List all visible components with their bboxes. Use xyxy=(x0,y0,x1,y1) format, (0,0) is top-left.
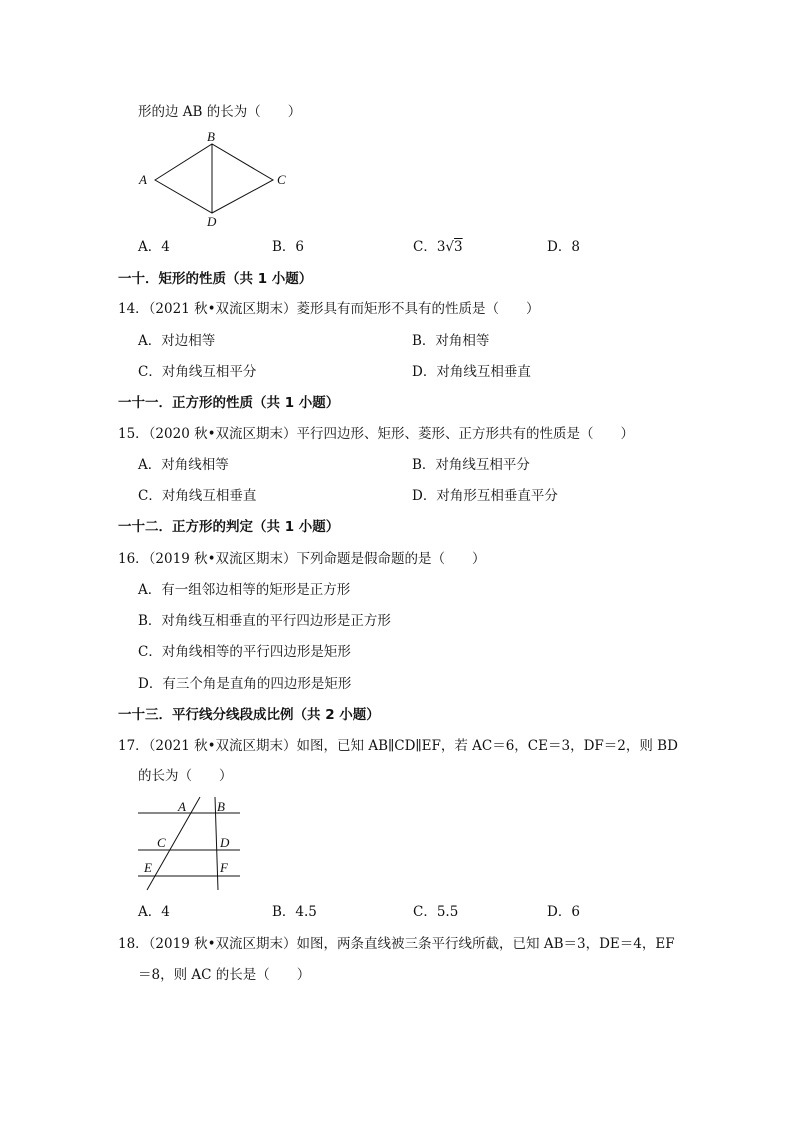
q14-option-a[interactable]: A．对边相等 xyxy=(138,333,216,349)
q13-option-c-prefix: C．3 xyxy=(413,239,446,255)
q13-option-a[interactable]: A．4 xyxy=(138,239,170,255)
section-title-13: 一十三．平行线分线段成比例（共 2 小题） xyxy=(118,707,380,723)
q15-stem: 15．（2020 秋•双流区期末）平行四边形、矩形、菱形、正方形共有的性质是（ ） xyxy=(118,426,635,442)
q17-option-a[interactable]: A．4 xyxy=(138,904,170,920)
q17-option-c[interactable]: C．5.5 xyxy=(413,904,459,920)
rhombus-figure xyxy=(130,126,300,232)
section-title-10: 一十．矩形的性质（共 1 小题） xyxy=(118,271,313,287)
q13-option-c[interactable] xyxy=(413,238,463,256)
q16-option-c[interactable]: C．对角线相等的平行四边形是矩形 xyxy=(138,644,351,660)
point-label-d: D xyxy=(220,835,230,850)
q14-option-d[interactable]: D．对角线互相垂直 xyxy=(412,364,531,380)
q14-stem: 14．（2021 秋•双流区期末）菱形具有而矩形不具有的性质是（ ） xyxy=(118,301,540,317)
point-label-c: C xyxy=(157,835,166,850)
q14-option-b[interactable]: B．对角相等 xyxy=(412,333,490,349)
point-label-a: A xyxy=(178,799,186,814)
q16-option-d[interactable]: D．有三个角是直角的四边形是矩形 xyxy=(138,676,352,692)
rhombus-outline xyxy=(155,144,273,213)
q15-option-c[interactable]: C．对角线互相垂直 xyxy=(138,488,257,504)
q14-option-c[interactable]: C．对角线互相平分 xyxy=(138,364,257,380)
q16-option-b[interactable]: B．对角线互相垂直的平行四边形是正方形 xyxy=(138,613,391,629)
q17-stem-line2: 的长为（ ） xyxy=(138,768,233,784)
q18-stem-line1: 18．（2019 秋•双流区期末）如图，两条直线被三条平行线所截，已知 AB＝3，DE＝4，EF xyxy=(118,936,675,952)
section-title-11: 一十一．正方形的性质（共 1 小题） xyxy=(118,395,340,411)
q13-option-d[interactable]: D．8 xyxy=(547,239,580,255)
q13-stem-continuation: 形的边 AB 的长为（ ） xyxy=(138,104,302,120)
point-label-a: A xyxy=(139,172,147,187)
point-label-d: D xyxy=(207,214,217,229)
point-label-f: F xyxy=(220,860,228,875)
point-label-e: E xyxy=(144,860,152,875)
sqrt-sign-icon: √ xyxy=(445,239,455,255)
q18-stem-line2: ＝8，则 AC 的长是（ ） xyxy=(138,967,311,983)
point-label-c: C xyxy=(277,172,286,187)
q13-option-b[interactable]: B．6 xyxy=(272,239,305,255)
q17-option-d[interactable]: D．6 xyxy=(547,904,580,920)
q15-option-b[interactable]: B．对角线互相平分 xyxy=(412,457,530,473)
q15-option-a[interactable]: A．对角线相等 xyxy=(138,457,229,473)
q13-option-c-radicand: 3 xyxy=(454,239,463,255)
q17-option-b[interactable]: B．4.5 xyxy=(272,904,317,920)
q16-stem: 16．（2019 秋•双流区期末）下列命题是假命题的是（ ） xyxy=(118,551,486,567)
point-label-b: B xyxy=(207,129,215,144)
parallel-lines-figure xyxy=(134,792,246,894)
q15-option-d[interactable]: D．对角形互相垂直平分 xyxy=(412,488,558,504)
section-title-12: 一十二．正方形的判定（共 1 小题） xyxy=(118,519,340,535)
q17-stem-line1: 17．（2021 秋•双流区期末）如图，已知 AB∥CD∥EF，若 AC＝6，CE＝3，DF＝2，则 BD xyxy=(118,738,678,754)
point-label-b: B xyxy=(217,799,225,814)
q16-option-a[interactable]: A．有一组邻边相等的矩形是正方形 xyxy=(138,582,351,598)
